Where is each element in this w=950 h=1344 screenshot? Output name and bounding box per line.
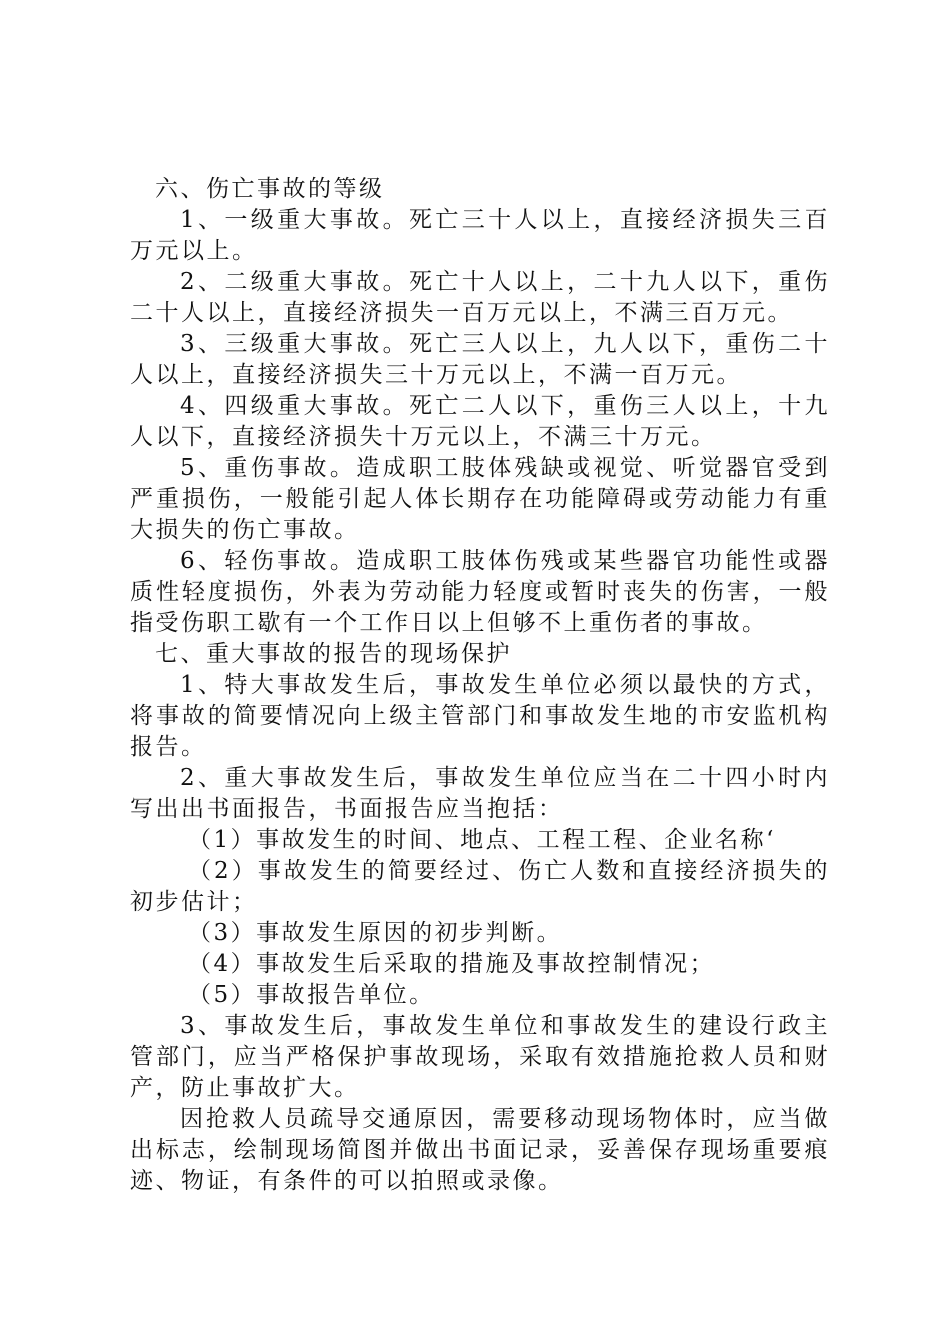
paragraph-site-protection: 3、事故发生后，事故发生单位和事故发生的建设行政主管部门，应当严格保护事故现场，采取有效措施抢救人员和财产，防止事故扩大。 — [130, 1013, 830, 1101]
paragraph-serious-injury: 5、重伤事故。造成职工肢体残缺或视觉、听觉器官受到严重损伤，一般能引起人体长期存在功能障碍或劳动能力有重大损失的伤亡事故。 — [130, 455, 830, 543]
paragraph-minor-injury: 6、轻伤事故。造成职工肢体伤残或某些器官功能性或器质性轻度损伤，外表为劳动能力轻度或暂时丧失的伤害，一般指受伤职工歇有一个工作日以上但够不上重伤者的事故。 — [130, 548, 830, 636]
paragraph-report-major: 1、特大事故发生后，事故发生单位必须以最快的方式，将事故的简要情况向上级主管部门和事故发生地的市安监机构报告。 — [130, 672, 830, 760]
paragraph-moving-objects: 因抢救人员疏导交通原因，需要移动现场物体时，应当做出标志，绘制现场简图并做出书面记录，妥善保存现场重要痕迹、物证，有条件的可以拍照或录像。 — [130, 1106, 830, 1194]
list-item-report-5: （5）事故报告单位。 — [188, 982, 435, 1008]
section-heading-report-protection: 七、重大事故的报告的现场保护 — [155, 641, 512, 667]
paragraph-level-1: 1、一级重大事故。死亡三十人以上，直接经济损失三百万元以上。 — [130, 207, 830, 264]
list-item-report-2: （2）事故发生的简要经过、伤亡人数和直接经济损失的初步估计； — [130, 858, 830, 915]
paragraph-level-2: 2、二级重大事故。死亡十人以上，二十九人以下，重伤二十人以上，直接经济损失一百万元以上，不满三百万元。 — [130, 269, 830, 326]
paragraph-level-3: 3、三级重大事故。死亡三人以上，九人以下，重伤二十人以上，直接经济损失三十万元以上，不满一百万元。 — [130, 331, 830, 388]
paragraph-written-report: 2、重大事故发生后，事故发生单位应当在二十四小时内写出出书面报告，书面报告应当抱括： — [130, 765, 830, 822]
document-body — [130, 174, 830, 1197]
list-item-report-1: （1）事故发生的时间、地点、工程工程、企业名称‘ — [188, 827, 776, 853]
paragraph-level-4: 4、四级重大事故。死亡二人以下，重伤三人以上，十九人以下，直接经济损失十万元以上，不满三十万元。 — [130, 393, 830, 450]
list-item-report-3: （3）事故发生原因的初步判断。 — [188, 920, 563, 946]
section-heading-casualty-levels: 六、伤亡事故的等级 — [155, 176, 385, 202]
list-item-report-4: （4）事故发生后采取的措施及事故控制情况； — [188, 951, 716, 977]
